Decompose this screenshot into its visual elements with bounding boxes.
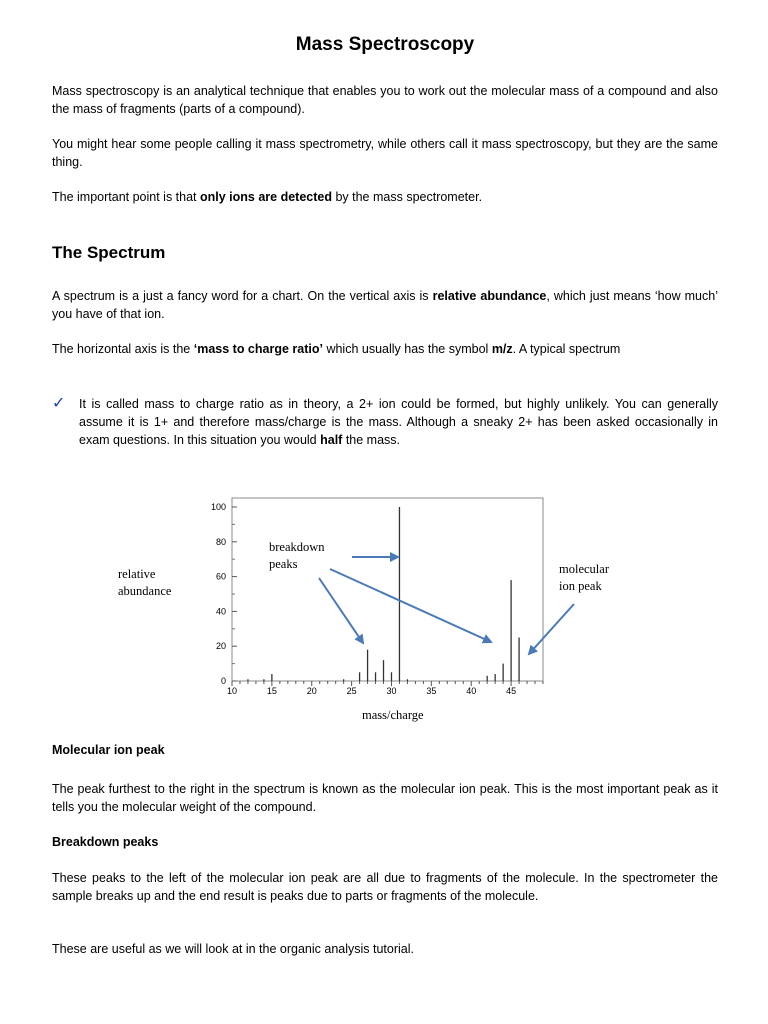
y-axis-ticks — [211, 502, 237, 686]
breakdown-label-line-1: breakdown — [269, 540, 325, 554]
intro-paragraph-2: You might hear some people calling it mass spectrometry, while others call it mass spectroscopy, but they are the same thing. — [52, 137, 718, 169]
annotation-arrows — [319, 557, 574, 654]
y-tick-label: 20 — [215, 641, 226, 652]
y-tick-label: 60 — [215, 571, 226, 582]
spectrum-heading: The Spectrum — [52, 243, 166, 262]
molecular-label-line-1: molecular — [559, 562, 609, 576]
spectrum-p2-bold-1: ‘mass to charge ratio’ — [193, 342, 323, 356]
breakdown-paragraph-2: These are useful as we will look at in the organic analysis tutorial. — [52, 942, 414, 956]
note-text-a: It is called mass to charge ratio as in theory, a 2+ ion could be formed, but highly unlikely. You can generally assume it is 1+ and therefore mass/charge is the mass. Although a sneaky 2+ has been asked occasionally in exam questions. In this situation you would — [79, 397, 718, 447]
xlabel: mass/charge — [362, 708, 424, 722]
x-tick-label: 35 — [426, 686, 437, 696]
molecular-ion-paragraph: The peak furthest to the right in the spectrum is known as the molecular ion peak. This is the most important peak as it tells you the molecular weight of the compound. — [52, 782, 718, 814]
x-tick-label: 10 — [226, 686, 238, 696]
plot-frame — [232, 498, 543, 681]
x-tick-label: 20 — [306, 686, 317, 696]
molecular-label-line-2: ion peak — [559, 579, 602, 593]
spectrum-p2-text-b: which usually has the symbol — [322, 342, 492, 356]
ylabel-line-1: relative — [118, 567, 156, 581]
spectrum-p2-text-a: The horizontal axis is the — [52, 342, 194, 356]
y-tick-label: 40 — [215, 606, 226, 617]
breakdown-label-line-2: peaks — [269, 557, 298, 571]
note-text-b: the mass. — [342, 433, 401, 447]
x-tick-label: 40 — [466, 686, 477, 696]
intro-p3-text-a: The important point is that — [52, 190, 200, 204]
intro-paragraph-1: Mass spectroscopy is an analytical technique that enables you to work out the molecular mass of a compound and also the mass of fragments (parts of a compound). — [52, 84, 718, 116]
spectrum-p2-bold-2: m/z — [491, 342, 513, 356]
checkmark-icon: ✓ — [52, 393, 66, 412]
arrow-to-molecular-ion — [529, 604, 574, 654]
y-tick-label: 0 — [220, 676, 226, 686]
spectrum-p1-text-a: A spectrum is a just a fancy word for a chart. On the vertical axis is — [52, 289, 433, 303]
x-tick-label: 15 — [266, 686, 277, 696]
y-tick-label: 80 — [215, 536, 226, 547]
ylabel-line-2: abundance — [118, 584, 172, 598]
page-title: Mass Spectroscopy — [295, 34, 475, 55]
x-tick-label: 30 — [386, 686, 397, 696]
intro-p3-text-b: by the mass spectrometer. — [331, 190, 483, 204]
x-tick-label: 45 — [506, 686, 517, 696]
breakdown-heading: Breakdown peaks — [52, 835, 159, 849]
molecular-ion-heading: Molecular ion peak — [52, 743, 165, 757]
x-axis-ticks — [227, 681, 543, 696]
note-bold: half — [320, 433, 343, 447]
spectrum-p1-bold: relative abundance — [432, 289, 547, 303]
intro-p3-bold: only ions are detected — [200, 190, 332, 204]
arrow-to-peak-27 — [319, 578, 363, 643]
spectrum-p1-text-b: , which just means ‘how much’ you have of that ion. — [52, 289, 718, 321]
spectrum-p2-text-c: . A typical spectrum — [512, 342, 621, 356]
y-tick-label: 100 — [210, 502, 226, 512]
x-tick-label: 25 — [346, 686, 357, 696]
breakdown-paragraph-1: These peaks to the left of the molecular ion peak are all due to fragments of the molecule. In the spectrometer the sample breaks up and the end result is peaks due to parts or fragments of the molecule. — [52, 871, 718, 903]
